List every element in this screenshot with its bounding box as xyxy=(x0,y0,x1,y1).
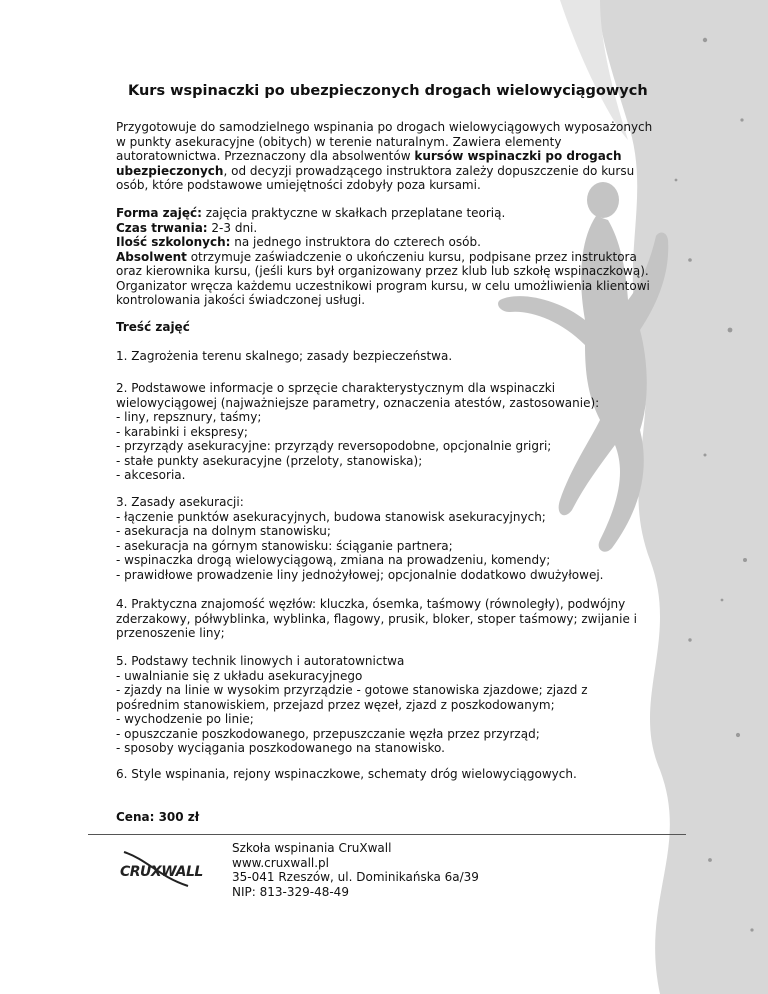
topic-line: 2. Podstawowe informacje o sprzęcie charakterystycznym dla wspinaczki xyxy=(116,381,556,395)
intro-line xyxy=(116,149,656,164)
form-line xyxy=(116,206,656,221)
topic-line: 5. Podstawy technik linowych i autoratownictwa xyxy=(116,654,405,668)
topic-line: - wychodzenie po linie; xyxy=(116,712,254,726)
intro-line xyxy=(116,164,656,179)
footer-contact xyxy=(232,841,479,899)
topic-line: - karabinki i ekspresy; xyxy=(116,424,248,439)
form-label: Forma zajęć: xyxy=(116,206,202,220)
intro-bold-course-end: ubezpieczonych xyxy=(116,163,224,178)
content-heading: Treść zajęć xyxy=(116,320,190,334)
graduate-value: otrzymuje zaświadczenie o ukończeniu kursu, podpisane przez instruktora xyxy=(186,249,637,264)
intro-bold-course: kursów wspinaczki po drogach xyxy=(414,149,622,163)
intro-paragraph xyxy=(116,120,656,193)
topic-line: - zjazdy na linie w wysokim przyrządzie - gotowe stanowiska zjazdowe; zjazd z xyxy=(116,683,588,697)
topic-line: 1. Zagrożenia terenu skalnego; zasady bezpieczeństwa. xyxy=(116,349,453,363)
graduate-label: Absolwent xyxy=(116,249,187,264)
topic-6 xyxy=(116,767,656,782)
topic-line: pośrednim stanowiskiem, przejazd przez węzeł, zjazd z poszkodowanym; xyxy=(116,697,555,712)
tax-id: NIP: 813-329-48-49 xyxy=(232,884,349,899)
price xyxy=(116,810,656,825)
group-size-value: na jednego instruktora do czterech osób. xyxy=(230,235,481,249)
price-label: Cena: 300 zł xyxy=(116,810,200,824)
intro-text: autoratownictwa. Przeznaczony dla absolwentów xyxy=(116,149,415,163)
group-size-label: Ilość szkolonych: xyxy=(116,235,231,249)
topic-line: - akcesoria. xyxy=(116,468,186,482)
topic-line: - uwalnianie się z układu asekuracyjnego xyxy=(116,668,363,683)
topic-line: 3. Zasady asekuracji: xyxy=(116,495,244,509)
duration-label: Czas trwania: xyxy=(116,220,208,235)
topic-line: - liny, repsznury, taśmy; xyxy=(116,410,262,424)
duration-value: 2-3 dni. xyxy=(207,220,258,235)
form-value: zajęcia praktyczne w skałkach przeplatane teorią. xyxy=(201,206,506,220)
topic-line: 6. Style wspinania, rejony wspinaczkowe, schematy dróg wielowyciągowych. xyxy=(116,767,577,781)
topic-line: przenoszenie liny; xyxy=(116,626,225,640)
address: 35-041 Rzeszów, ul. Dominikańska 6a/39 xyxy=(232,870,479,884)
topic-line: - stałe punkty asekuracyjne (przeloty, stanowiska); xyxy=(116,453,423,468)
topic-2 xyxy=(116,381,656,483)
intro-line: w punkty asekuracyjne (obitych) w terenie naturalnym. Zawiera elementy xyxy=(116,134,562,149)
duration-line xyxy=(116,221,656,236)
school-name: Szkoła wspinania CruXwall xyxy=(232,841,392,855)
topic-line: - prawidłowe prowadzenie liny jednożyłowej; opcjonalnie dodatkowo dwużyłowej. xyxy=(116,567,604,582)
section-heading xyxy=(116,320,656,335)
graduate-line xyxy=(116,250,656,265)
logo-text: CRUXWALL xyxy=(120,864,203,880)
topic-line: - sposoby wyciągania poszkodowanego na stanowisko. xyxy=(116,741,445,755)
topic-4 xyxy=(116,597,656,641)
intro-text: , od decyzji prowadzącego instruktora zależy dopuszczenie do kursu xyxy=(223,163,635,178)
topic-3 xyxy=(116,495,656,582)
website-link[interactable]: www.cruxwall.pl xyxy=(232,855,329,870)
topic-line: - wspinaczka drogą wielowyciągową, zmiana na prowadzeniu, komendy; xyxy=(116,553,551,567)
topic-line: 4. Praktyczna znajomość węzłów: kluczka, ósemka, taśmowy (równoległy), podwójny xyxy=(116,597,626,611)
topic-1 xyxy=(116,349,656,364)
graduate-line: oraz kierownika kursu, (jeśli kurs był organizowany przez klub lub szkołę wspinaczkową). xyxy=(116,264,649,278)
intro-line: osób, które podstawowe umiejętności zdobyły poza kursami. xyxy=(116,178,481,192)
footer-divider xyxy=(88,834,686,835)
topic-line: - opuszczanie poszkodowanego, przepuszczanie węzła przez przyrząd; xyxy=(116,726,540,741)
topic-line: - asekuracja na dolnym stanowisku; xyxy=(116,524,331,538)
topic-line: - przyrządy asekuracyjne: przyrządy reversopodobne, opcjonalnie grigri; xyxy=(116,439,552,453)
info-paragraph xyxy=(116,206,656,308)
topic-line: zderzakowy, półwyblinka, wyblinka, flagowy, prusik, bloker, stoper taśmowy; zwijanie i xyxy=(116,611,637,626)
page-title: Kurs wspinaczki po ubezpieczonych drogach wielowyciągowych xyxy=(128,83,648,99)
intro-line: Przygotowuje do samodzielnego wspinania po drogach wielowyciągowych wyposażonych xyxy=(116,120,653,134)
graduate-line: Organizator wręcza każdemu uczestnikowi program kursu, w celu umożliwienia klientowi xyxy=(116,278,650,293)
topic-line: - łączenie punktów asekuracyjnych, budowa stanowisk asekuracyjnych; xyxy=(116,509,546,524)
cruxwall-logo xyxy=(118,846,222,890)
graduate-line: kontrolowania jakości świadczonej usługi. xyxy=(116,293,366,307)
topic-line: - asekuracja na górnym stanowisku: ściąganie partnera; xyxy=(116,538,453,553)
topic-line: wielowyciągowej (najważniejsze parametry, oznaczenia atestów, zastosowanie): xyxy=(116,395,600,410)
topic-5 xyxy=(116,654,656,756)
group-size-line xyxy=(116,235,656,250)
